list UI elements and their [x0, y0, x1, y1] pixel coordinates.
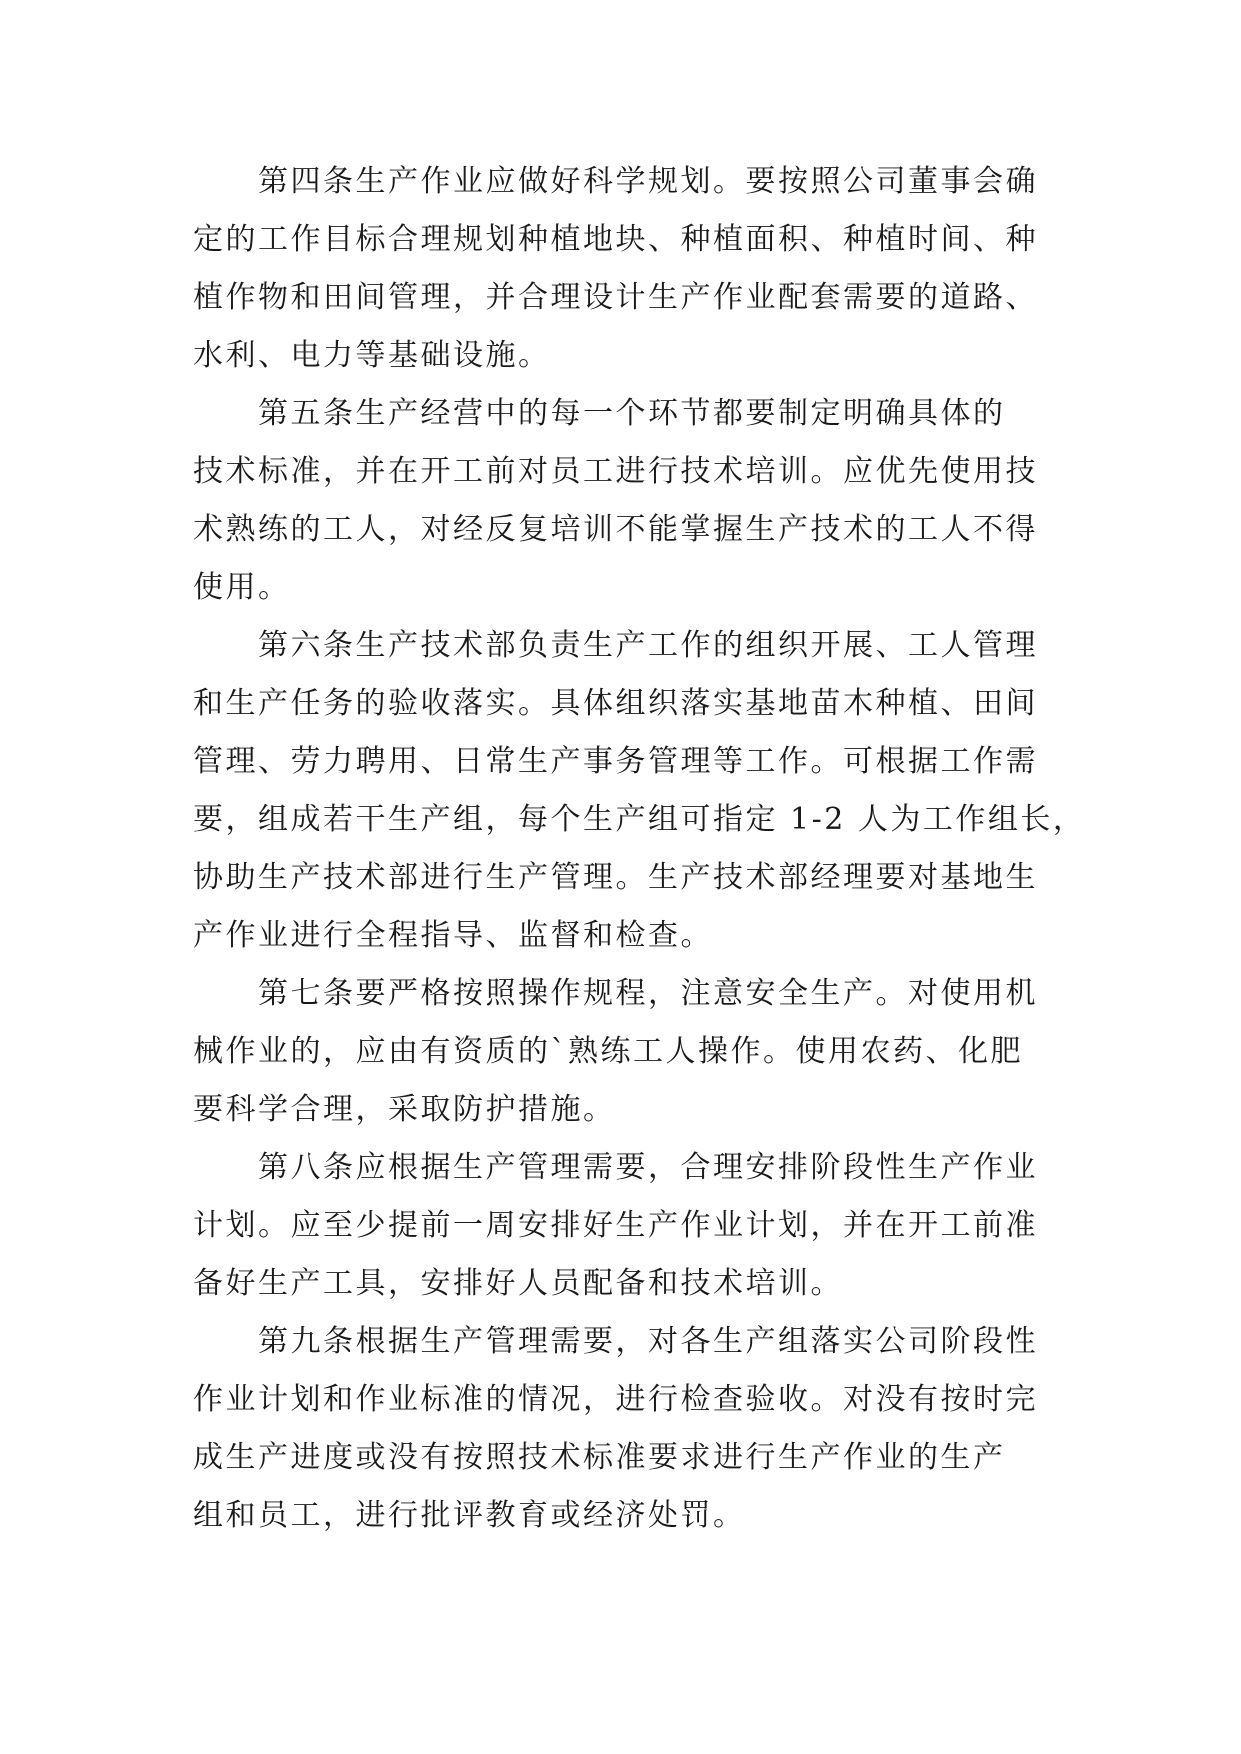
paragraph-article-4 [193, 153, 1073, 385]
text-line: 第八条应根据生产管理需要，合理安排阶段性生产作业 [258, 1150, 1038, 1185]
text-line: 计划。应至少提前一周安排好生产作业计划，并在开工前准 [193, 1208, 1038, 1243]
paragraph-article-6 [193, 617, 1086, 965]
text-line: 械作业的，应由有资质的`熟练工人操作。使用农药、化肥 [193, 1034, 1023, 1069]
text-line: 第七条要严格按照操作规程，注意安全生产。对使用机 [258, 976, 1038, 1011]
text-line: 要，组成若干生产组，每个生产组可指定 1-2 人为工作组长， [193, 802, 1086, 837]
text-line: 产作业进行全程指导、监督和检查。 [193, 918, 713, 953]
text-line: 和生产任务的验收落实。具体组织落实基地苗木种植、田间 [193, 686, 1038, 721]
text-line: 使用。 [193, 570, 291, 605]
text-line: 协助生产技术部进行生产管理。生产技术部经理要对基地生 [193, 860, 1038, 895]
text-line: 备好生产工具，安排好人员配备和技术培训。 [193, 1266, 843, 1301]
text-line: 成生产进度或没有按照技术标准要求进行生产作业的生产 [193, 1440, 1006, 1475]
text-line: 组和员工，进行批评教育或经济处罚。 [193, 1498, 746, 1533]
paragraph-article-8 [193, 1139, 1073, 1313]
text-line: 技术标准，并在开工前对员工进行技术培训。应优先使用技 [193, 454, 1038, 489]
text-line: 要科学合理，采取防护措施。 [193, 1092, 616, 1127]
paragraph-article-5 [193, 385, 1073, 617]
text-line: 第六条生产技术部负责生产工作的组织开展、工人管理 [258, 628, 1038, 663]
paragraph-article-9 [193, 1313, 1073, 1545]
text-line: 定的工作目标合理规划种植地块、种植面积、种植时间、种 [193, 222, 1038, 257]
text-line: 植作物和田间管理，并合理设计生产作业配套需要的道路、 [193, 280, 1038, 315]
text-line: 术熟练的工人，对经反复培训不能掌握生产技术的工人不得 [193, 512, 1038, 547]
text-line: 第四条生产作业应做好科学规划。要按照公司董事会确 [258, 164, 1038, 199]
text-line: 水利、电力等基础设施。 [193, 338, 551, 373]
text-line: 第九条根据生产管理需要，对各生产组落实公司阶段性 [258, 1324, 1038, 1359]
paragraph-article-7 [193, 965, 1073, 1139]
text-line: 作业计划和作业标准的情况，进行检查验收。对没有按时完 [193, 1382, 1038, 1417]
document-body [193, 153, 1086, 1545]
text-line: 管理、劳力聘用、日常生产事务管理等工作。可根据工作需 [193, 744, 1038, 779]
text-line: 第五条生产经营中的每一个环节都要制定明确具体的 [258, 396, 1006, 431]
